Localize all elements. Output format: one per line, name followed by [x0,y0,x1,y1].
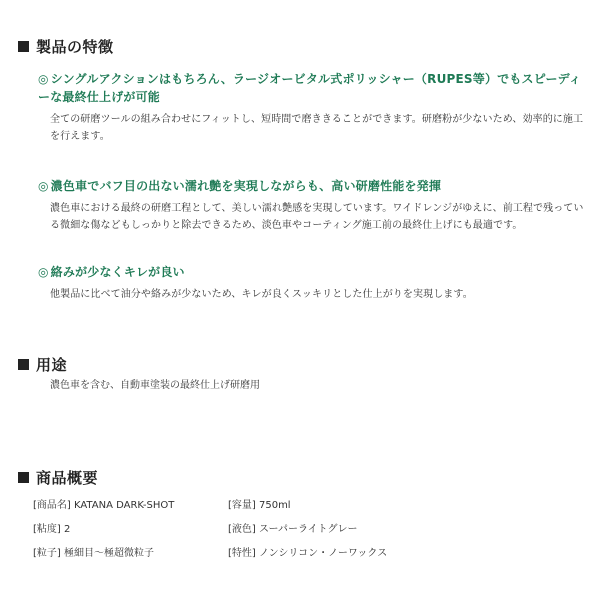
feature-body: 他製品に比べて油分や絡みが少ないため、キレが良くスッキリとした仕上がりを実現します。 [50,289,473,300]
feature-item-1 [38,70,588,145]
feature-heading [38,70,588,106]
spec-viscosity: [粘度] 2 [33,524,71,535]
square-bullet-icon [18,359,29,370]
square-bullet-icon [18,41,29,52]
usage-section-title: 用途 [36,356,68,374]
feature-heading-text: 濃色車でバフ目の出ない濡れ艶を実現しながらも、高い研磨性能を発揮 [50,179,442,193]
spec-particle: [粒子] 極細目〜極超微粒子 [33,548,154,559]
spec-property: [特性] ノンシリコン・ノーワックス [228,548,388,559]
square-bullet-icon [18,472,29,483]
double-circle-icon: ◎ [38,72,49,86]
double-circle-icon: ◎ [38,179,49,193]
feature-body: 濃色車における最終の研磨工程として、美しい濡れ艶感を実現しています。ワイドレンジがゆえに、前工程で残っている微細な傷などもしっかりと除去できるため、淡色車やコーティング施工前の最終仕上げにも最適です。 [50,203,584,231]
usage-section-heading [18,354,67,375]
double-circle-icon: ◎ [38,265,49,279]
feature-heading-text: 絡みが少なくキレが良い [50,265,185,279]
feature-heading [38,177,588,195]
feature-heading [38,263,588,281]
usage-text: 濃色車を含む、自動車塗装の最終仕上げ研磨用 [50,380,260,391]
features-section-title: 製品の特徴 [36,38,114,56]
overview-section-heading [18,467,98,488]
spec-capacity: [容量] 750ml [228,500,291,511]
feature-heading-text: シングルアクションはもちろん、ラージオービタル式ポリッシャー（RUPES等）でもスピーディーな最終仕上げが可能 [38,72,582,104]
features-section-heading [18,36,114,57]
feature-item-2 [38,177,588,234]
spec-liquid-color: [液色] スーパーライトグレー [228,524,358,535]
feature-body: 全ての研磨ツールの組み合わせにフィットし、短時間で磨ききることができます。研磨粉が少ないため、効率的に施工を行えます。 [50,114,584,142]
feature-item-3 [38,263,588,303]
spec-product-name: [商品名] KATANA DARK-SHOT [33,500,175,511]
overview-section-title: 商品概要 [36,469,99,487]
